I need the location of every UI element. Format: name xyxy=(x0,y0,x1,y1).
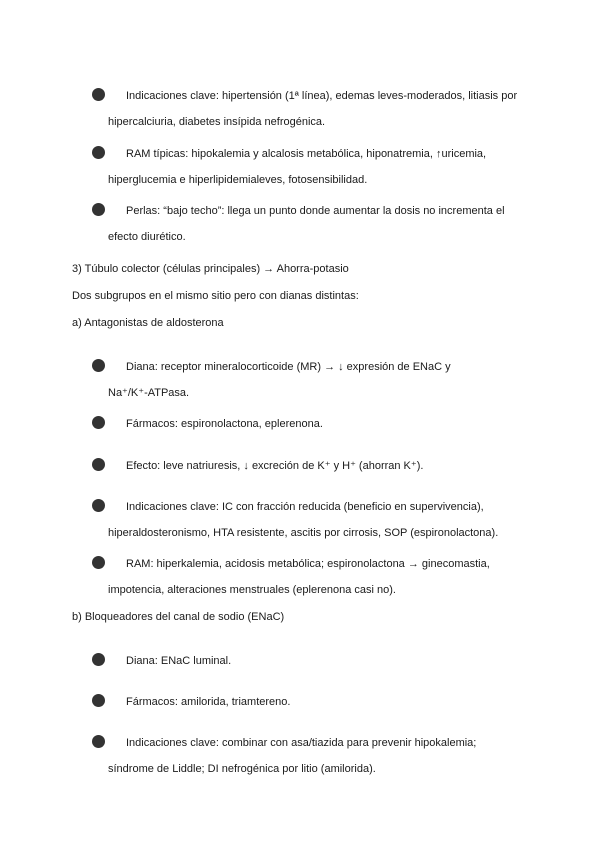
list-item-text-continued: hiperaldosteronismo, HTA resistente, ascitis por cirrosis, SOP (espironolactona). xyxy=(108,527,499,539)
bullet-icon xyxy=(92,88,105,101)
bullet-icon xyxy=(92,556,105,569)
subsection-title-a: a) Antagonistas de aldosterona xyxy=(72,317,224,329)
list-item-text: RAM: hiperkalemia, acidosis metabólica; espironolactona → ginecomastia, xyxy=(126,558,490,570)
bullet-icon xyxy=(92,499,105,512)
list-item-text: Indicaciones clave: hipertensión (1ª línea), edemas leves-moderados, litiasis por xyxy=(126,90,518,102)
subsection-title-b: b) Bloqueadores del canal de sodio (ENaC) xyxy=(72,611,285,623)
list-item-text-continued: impotencia, alteraciones menstruales (eplerenona casi no). xyxy=(108,584,396,596)
list-item-text: RAM típicas: hipokalemia y alcalosis metabólica, hiponatremia, ↑uricemia, xyxy=(126,148,487,160)
list-item-text-continued: síndrome de Liddle; DI nefrogénica por litio (amilorida). xyxy=(108,763,376,775)
bullet-icon xyxy=(92,735,105,748)
list-item-text: Indicaciones clave: combinar con asa/tiazida para prevenir hipokalemia; xyxy=(126,737,477,749)
bullet-icon xyxy=(92,359,105,372)
bullet-icon xyxy=(92,653,105,666)
list-item-text: Fármacos: espironolactona, eplerenona. xyxy=(126,418,323,430)
list-item-text-continued: Na⁺/K⁺-ATPasa. xyxy=(108,387,190,399)
bullet-icon xyxy=(92,203,105,216)
bullet-icon xyxy=(92,416,105,429)
list-item-text-continued: hiperglucemia e hiperlipidemialeves, fotosensibilidad. xyxy=(108,174,368,186)
list-item-text: Efecto: leve natriuresis, ↓ excreción de K⁺ y H⁺ (ahorran K⁺). xyxy=(126,460,424,472)
bullet-icon xyxy=(92,458,105,471)
list-item-text: Diana: ENaC luminal. xyxy=(126,655,232,667)
list-item-text-continued: hipercalciuria, diabetes insípida nefrogénica. xyxy=(108,116,326,128)
list-item-text: Perlas: “bajo techo”: llega un punto donde aumentar la dosis no incrementa el xyxy=(126,205,505,217)
section-intro: Dos subgrupos en el mismo sitio pero con dianas distintas: xyxy=(72,290,359,302)
list-item-text: Indicaciones clave: IC con fracción reducida (beneficio en supervivencia), xyxy=(126,501,484,513)
section-title: 3) Túbulo colector (células principales) → Ahorra-potasio xyxy=(72,263,349,275)
bullet-icon xyxy=(92,146,105,159)
list-item-text-continued: efecto diurético. xyxy=(108,231,186,243)
list-item-text: Fármacos: amilorida, triamtereno. xyxy=(126,696,291,708)
list-item-text: Diana: receptor mineralocorticoide (MR) → ↓ expresión de ENaC y xyxy=(126,361,451,373)
bullet-icon xyxy=(92,694,105,707)
